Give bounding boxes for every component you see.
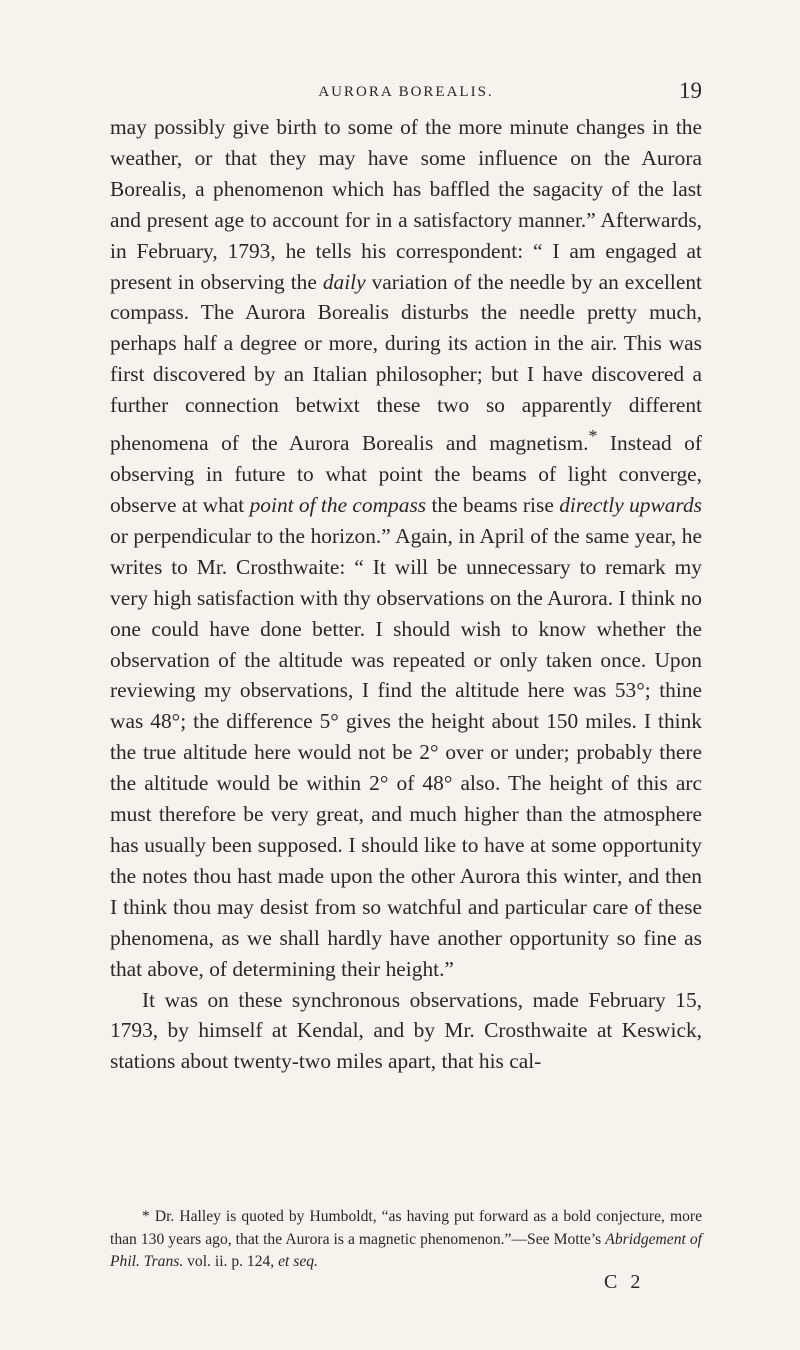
paragraph-1 [110,112,702,985]
signature-mark: C 2 [604,1271,645,1293]
text-run: variation of the needle by an excellent compass. The Aurora Borealis disturbs the needle pretty much, perhaps half a degree or more, during its action in the air. This was first discovered by an Italian philosopher; but I have discovered a further connection betwixt these two so apparently different phenomena of the Aurora Borealis and magnetism. [110,269,702,456]
emphasis-point-of-compass: point of the compass [249,493,427,517]
page-header [110,78,702,110]
text-run: Instead of observing in future to what point the beams of light converge, observe at what [110,431,702,517]
paragraph-2: It was on these synchronous observations, made February 15, 1793, by himself at Kendal, and by Mr. Crosthwaite at Keswick, stations about twenty-two miles apart, that his cal- [110,987,702,1074]
page-number: 19 [679,78,702,103]
text-run: * Dr. Halley is quoted by Humboldt, “as having put forward as a bold conjecture, more than 130 years ago, that the Aurora is a magnetic phenomenon.”—See Motte’s [110,1208,702,1248]
running-head: AURORA BOREALIS. [318,84,494,100]
footnote-et-seq: et seq. [278,1253,318,1270]
text-run: the beams rise [426,493,560,517]
text-run: or perpendicular to the horizon.” Again, in April of the same year, he writes to Mr. Crosthwaite: “ It will be unnecessary to remark my very high satisfaction with thy observations on the Aurora. I think no one could have done better. I should wish to know whether the observation of the altitude was repeated or only taken once. Upon reviewing my observations, I find the altitude here was 53°; thine was 48°; the difference 5° gives the height about 150 miles. I think the true altitude here would not be 2° over or under; probably there the altitude would be within 2° of 48° also. The height of this arc must therefore be very great, and much higher than the atmosphere has usually been supposed. I should like to have at some opportunity the notes thou hast made upon the other Aurora this winter, and then I think thou may desist from so watchful and particular care of these phenomena, as we shall hardly have another opportunity so fine as that above, of determining their height.” [110,523,702,981]
text-run: vol. ii. p. 124, [183,1253,279,1270]
text-run: may possibly give birth to some of the more minute changes in the weather, or that they may have some influence on the Aurora Borealis, a phenomenon which has baffled the sagacity of the last and present age to account for in a satisfactory manner.” Afterwards, in February, 1793, he tells his correspondent: “ I am engaged at present in observing the [110,115,702,294]
footnote [110,1206,702,1274]
emphasis-directly-upwards: directly upwards [559,493,702,517]
emphasis-daily: daily [322,269,366,294]
footnote-area [110,1206,702,1274]
body-text [110,112,702,1077]
footnote-marker: * [588,426,598,447]
footnote-title: Abridgement of Phil. Trans. [110,1230,703,1270]
